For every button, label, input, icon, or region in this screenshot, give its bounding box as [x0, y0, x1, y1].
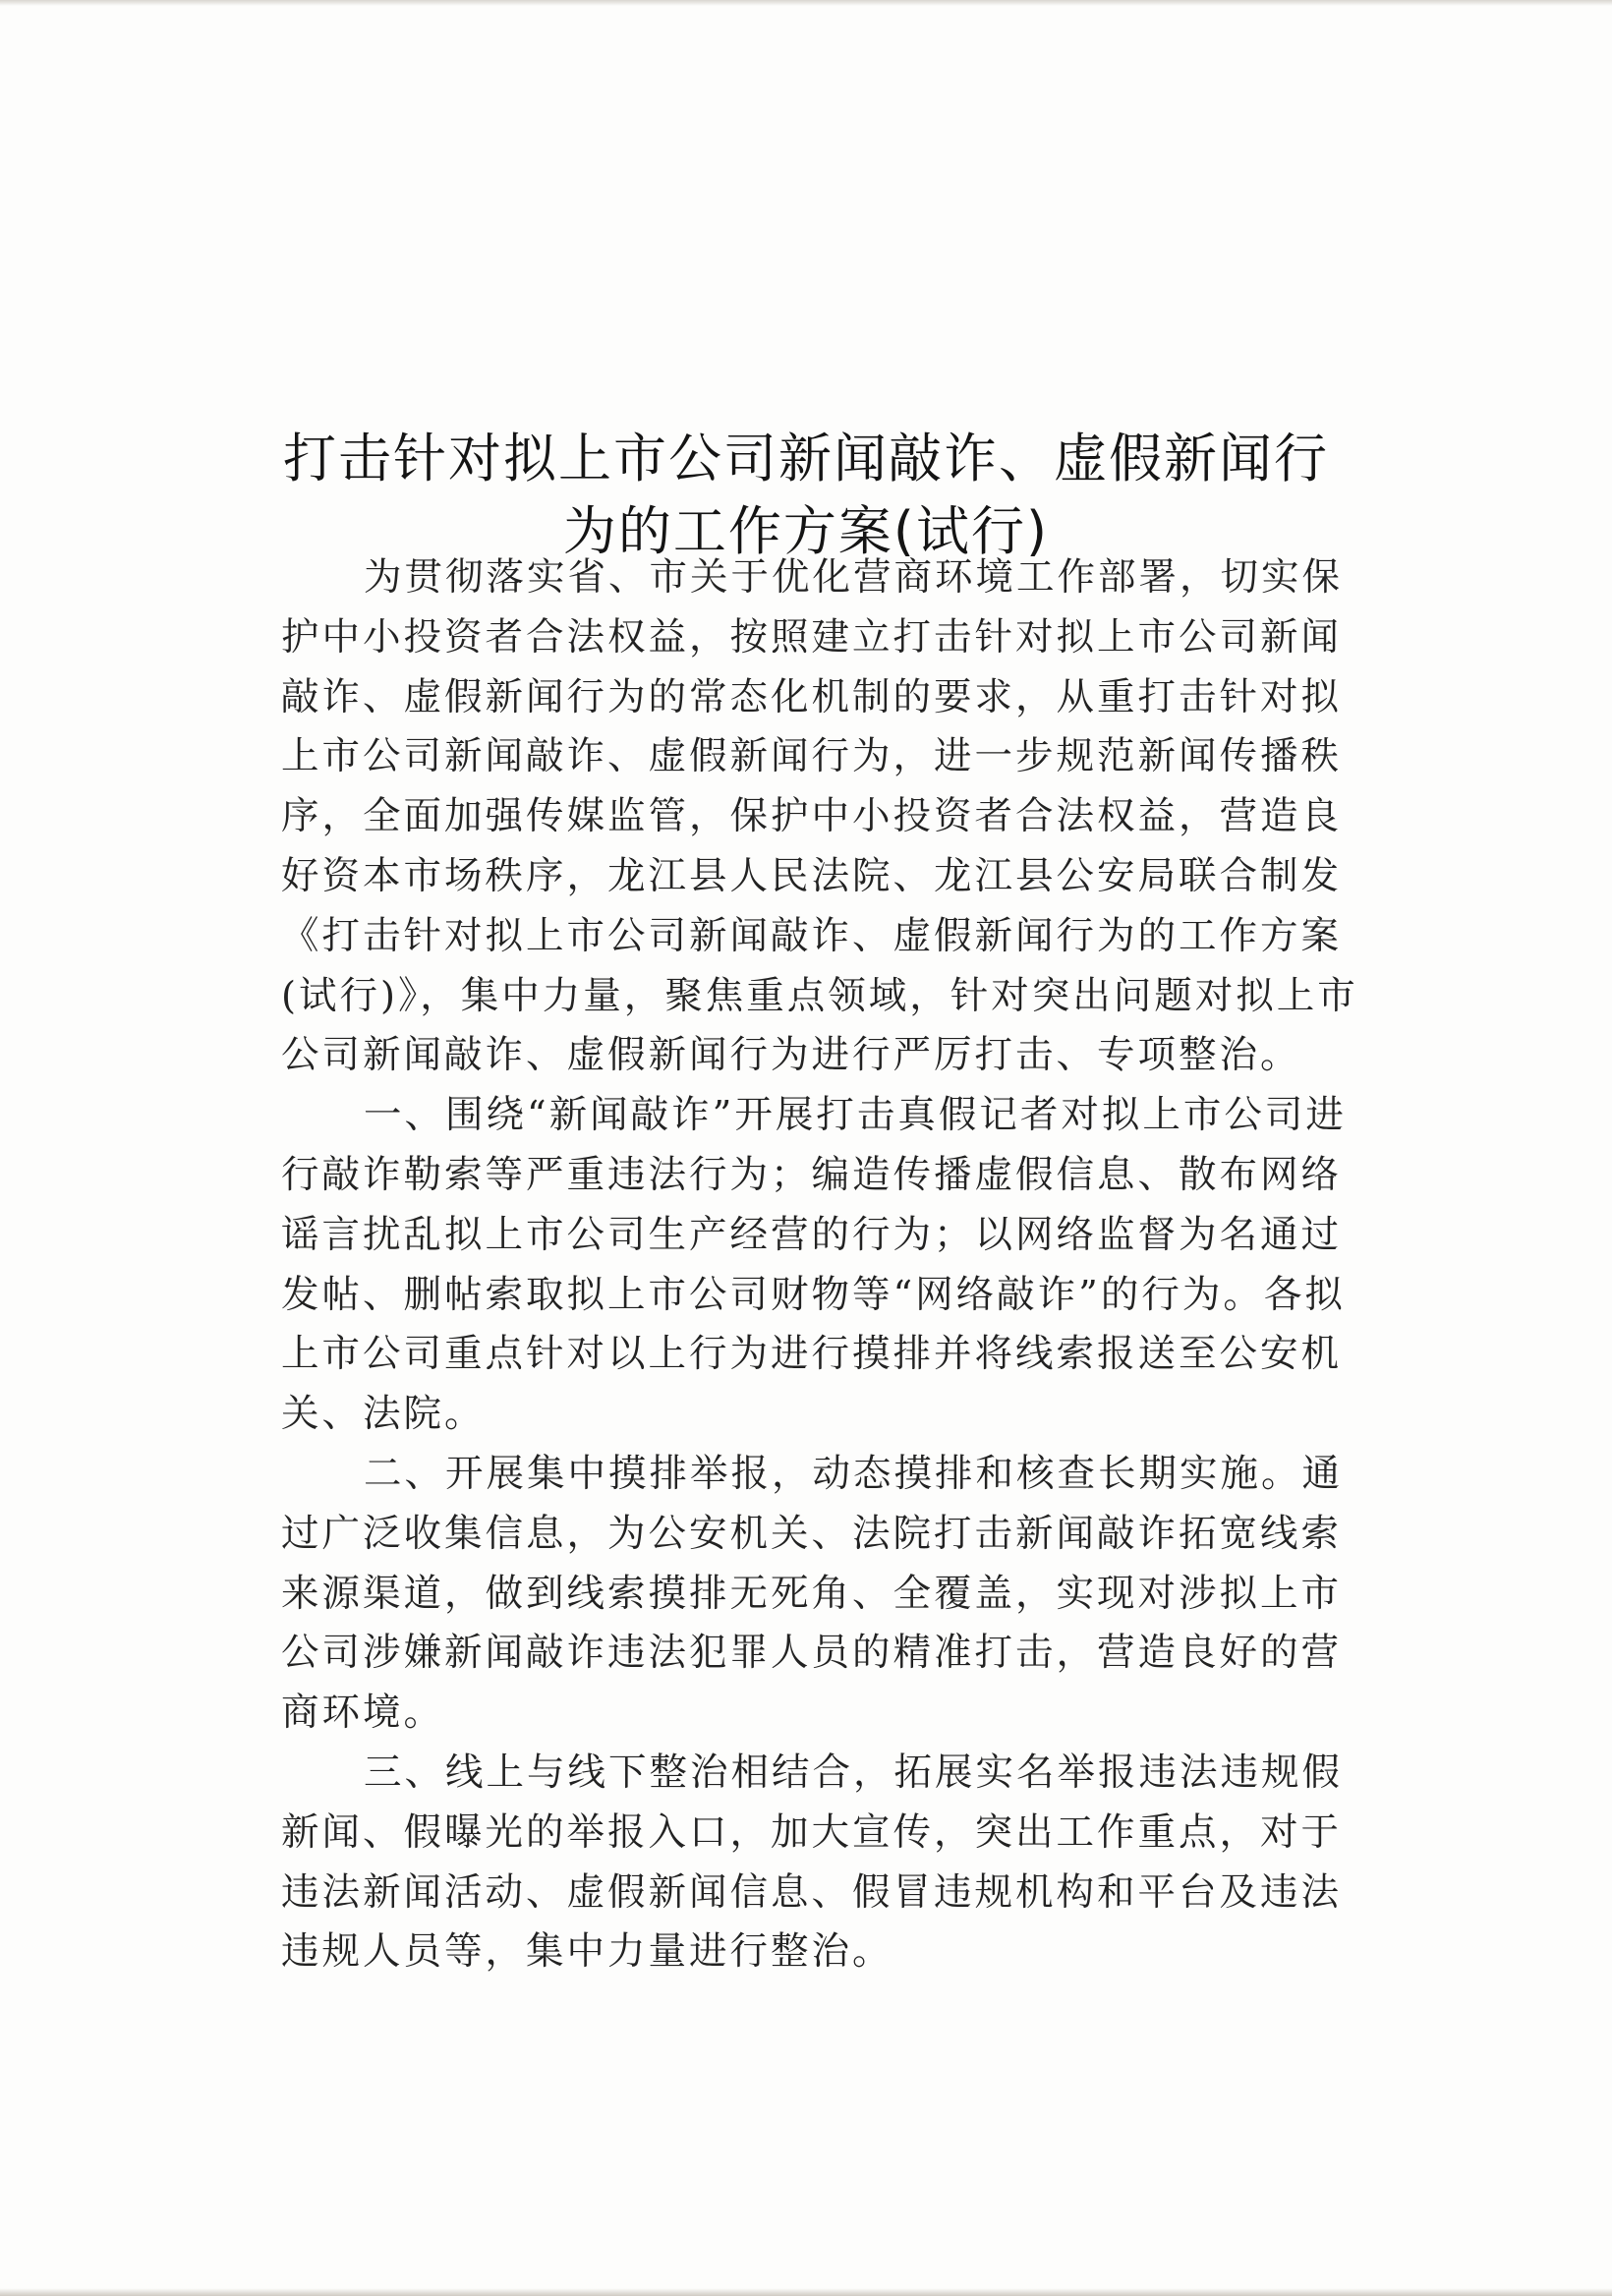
scan-edge-bottom: [0, 2288, 1612, 2296]
paragraph-section-1: 一、围绕“新闻敲诈”开展打击真假记者对拟上市公司进行敲诈勒索等严重违法行为；编造传播虚假信息、散布网络谣言扰乱拟上市公司生产经营的行为；以网络监督为名通过发帖、删帖索取拟上市公司财物等“网络敲诈”的行为。各拟上市公司重点针对以上行为进行摸排并将线索报送至公安机关、法院。: [281, 1093, 1347, 1437]
paragraph-intro: 为贯彻落实省、市关于优化营商环境工作部署，切实保护中小投资者合法权益，按照建立打击针对拟上市公司新闻敲诈、虚假新闻行为的常态化机制的要求，从重打击针对拟上市公司新闻敲诈、虚假新闻行为，进一步规范新闻传播秩序，全面加强传媒监管，保护中小投资者合法权益，营造良好资本市场秩序，龙江县人民法院、龙江县公安局联合制发《打击针对拟上市公司新闻敲诈、虚假新闻行为的工作方案(试行)》，集中力量，聚焦重点领域，针对突出问题对拟上市公司新闻敲诈、虚假新闻行为进行严厉打击、专项整治。: [281, 555, 1358, 1078]
title-line-2: 为的工作方案(试行): [562, 500, 1050, 562]
scan-edge-top: [0, 0, 1612, 6]
paragraph-section-2: 二、开展集中摸排举报，动态摸排和核查长期实施。通过广泛收集信息，为公安机关、法院打击新闻敲诈拓宽线索来源渠道，做到线索摸排无死角、全覆盖，实现对涉拟上市公司涉嫌新闻敲诈违法犯罪人员的精准打击，营造良好的营商环境。: [281, 1451, 1344, 1736]
document-title: [226, 423, 1386, 568]
document-body: [281, 548, 1362, 1982]
title-line-1: 打击针对拟上市公司新闻敲诈、虚假新闻行: [283, 428, 1329, 489]
paragraph-section-3: 三、线上与线下整治相结合，拓展实名举报违法违规假新闻、假曝光的举报入口，加大宣传，突出工作重点，对于违法新闻活动、虚假新闻信息、假冒违规机构和平台及违法违规人员等，集中力量进行整治。: [281, 1750, 1344, 1975]
